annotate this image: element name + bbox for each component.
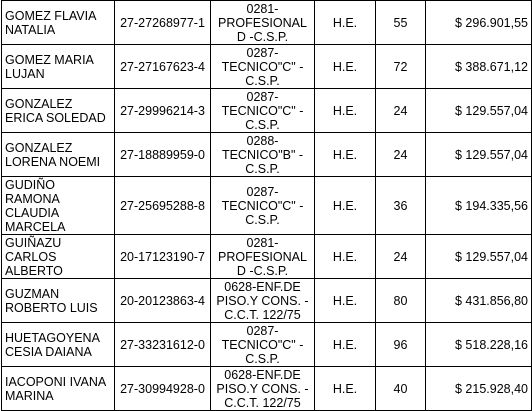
hours-value: 55 (393, 15, 408, 30)
cuit-number: 27-29996214-3 (120, 103, 205, 118)
category-text: 0628-ENF.DE PISO.Y CONS. - C.C.T. 122/75 (216, 279, 309, 322)
amount-cell (426, 177, 532, 235)
cuit-cell (115, 323, 211, 367)
cuit-number: 27-18889959-0 (120, 147, 205, 162)
modality-cell (315, 177, 376, 235)
amount-value: $ 194.335,56 (455, 198, 528, 213)
amount-value: $ 296.901,55 (455, 15, 528, 30)
amount-value: $ 129.557,04 (455, 103, 528, 118)
modality-cell (315, 279, 376, 323)
employee-name-cell (2, 177, 115, 235)
category-cell (211, 367, 315, 411)
cuit-cell (115, 367, 211, 411)
modality-cell (315, 323, 376, 367)
table-row (2, 133, 532, 177)
modality-text: H.E. (332, 147, 358, 162)
table-row (2, 367, 532, 411)
category-cell (211, 1, 315, 45)
employee-name-cell (2, 89, 115, 133)
category-text: 0628-ENF.DE PISO.Y CONS. - C.C.T. 122/75 (216, 367, 309, 410)
hours-cell (376, 45, 426, 89)
category-cell (211, 45, 315, 89)
modality-cell (315, 235, 376, 279)
amount-value: $ 388.671,12 (455, 59, 528, 74)
modality-cell (315, 45, 376, 89)
employee-name-cell (2, 45, 115, 89)
hours-value: 72 (393, 59, 408, 74)
amount-cell (426, 45, 532, 89)
hours-value: 24 (393, 103, 408, 118)
amount-cell (426, 133, 532, 177)
table-row (2, 1, 532, 45)
modality-text: H.E. (332, 337, 358, 352)
category-text: 0287- TECNICO"C" - C.S.P. (221, 184, 304, 227)
table-row (2, 89, 532, 133)
table-row (2, 279, 532, 323)
personnel-table (1, 0, 532, 411)
cuit-cell (115, 1, 211, 45)
amount-cell (426, 279, 532, 323)
category-cell (211, 279, 315, 323)
employee-name-cell (2, 1, 115, 45)
modality-text: H.E. (332, 381, 358, 396)
cuit-number: 27-27167623-4 (120, 59, 205, 74)
category-cell (211, 323, 315, 367)
amount-cell (426, 235, 532, 279)
modality-text: H.E. (332, 198, 358, 213)
amount-value: $ 215.928,40 (455, 381, 528, 396)
amount-value: $ 431.856,80 (455, 293, 528, 308)
table-body (2, 1, 532, 411)
category-cell (211, 89, 315, 133)
cuit-cell (115, 89, 211, 133)
modality-text: H.E. (332, 59, 358, 74)
employee-name-cell (2, 133, 115, 177)
hours-cell (376, 323, 426, 367)
cuit-number: 27-33231612-0 (120, 337, 205, 352)
hours-value: 80 (393, 293, 408, 308)
cuit-cell (115, 177, 211, 235)
category-text: 0281- PROFESIONAL D -C.S.P. (218, 235, 307, 278)
cuit-cell (115, 279, 211, 323)
category-cell (211, 177, 315, 235)
employee-name: GONZALEZ ERICA SOLEDAD (5, 96, 106, 125)
modality-cell (315, 133, 376, 177)
amount-value: $ 129.557,04 (455, 249, 528, 264)
cuit-number: 20-17123190-7 (120, 249, 205, 264)
category-text: 0288- TECNICO"B" - C.S.P. (221, 133, 304, 176)
category-text: 0287- TECNICO"C" - C.S.P. (221, 323, 304, 366)
amount-cell (426, 367, 532, 411)
hours-value: 24 (393, 249, 408, 264)
category-cell (211, 235, 315, 279)
modality-cell (315, 89, 376, 133)
employee-name: GONZALEZ LORENA NOEMI (5, 140, 101, 169)
hours-cell (376, 133, 426, 177)
employee-name: IACOPONI IVANA MARINA (5, 374, 107, 403)
cuit-cell (115, 235, 211, 279)
category-text: 0287- TECNICO"C" - C.S.P. (221, 45, 304, 88)
cuit-number: 27-25695288-8 (120, 198, 205, 213)
hours-value: 36 (393, 198, 408, 213)
amount-cell (426, 1, 532, 45)
modality-text: H.E. (332, 15, 358, 30)
cuit-number: 27-27268977-1 (120, 15, 205, 30)
amount-cell (426, 323, 532, 367)
amount-value: $ 518.228,16 (455, 337, 528, 352)
amount-cell (426, 89, 532, 133)
modality-cell (315, 367, 376, 411)
hours-cell (376, 367, 426, 411)
hours-value: 40 (393, 381, 408, 396)
modality-cell (315, 1, 376, 45)
modality-text: H.E. (332, 103, 358, 118)
hours-cell (376, 177, 426, 235)
employee-name: GOMEZ MARIA LUJAN (5, 52, 94, 81)
employee-name-cell (2, 367, 115, 411)
cuit-cell (115, 45, 211, 89)
category-text: 0287- TECNICO"C" - C.S.P. (221, 89, 304, 132)
employee-name: GOMEZ FLAVIA NATALIA (5, 8, 97, 37)
employee-name: GUIÑAZU CARLOS ALBERTO (5, 235, 63, 278)
table-row (2, 235, 532, 279)
employee-name: GUDIÑO RAMONA CLAUDIA MARCELA (5, 177, 66, 234)
table-row (2, 323, 532, 367)
hours-cell (376, 235, 426, 279)
cuit-number: 20-20123863-4 (120, 293, 205, 308)
amount-value: $ 129.557,04 (455, 147, 528, 162)
cuit-number: 27-30994928-0 (120, 381, 205, 396)
category-text: 0281- PROFESIONAL D -C.S.P. (218, 1, 307, 44)
employee-name-cell (2, 235, 115, 279)
modality-text: H.E. (332, 249, 358, 264)
hours-value: 96 (393, 337, 408, 352)
hours-cell (376, 1, 426, 45)
hours-cell (376, 279, 426, 323)
hours-value: 24 (393, 147, 408, 162)
modality-text: H.E. (332, 293, 358, 308)
employee-name: GUZMAN ROBERTO LUIS (5, 286, 98, 315)
employee-name: HUETAGOYENA CESIA DAIANA (5, 330, 100, 359)
category-cell (211, 133, 315, 177)
table-row (2, 177, 532, 235)
cuit-cell (115, 133, 211, 177)
table-row (2, 45, 532, 89)
employee-name-cell (2, 279, 115, 323)
employee-name-cell (2, 323, 115, 367)
hours-cell (376, 89, 426, 133)
